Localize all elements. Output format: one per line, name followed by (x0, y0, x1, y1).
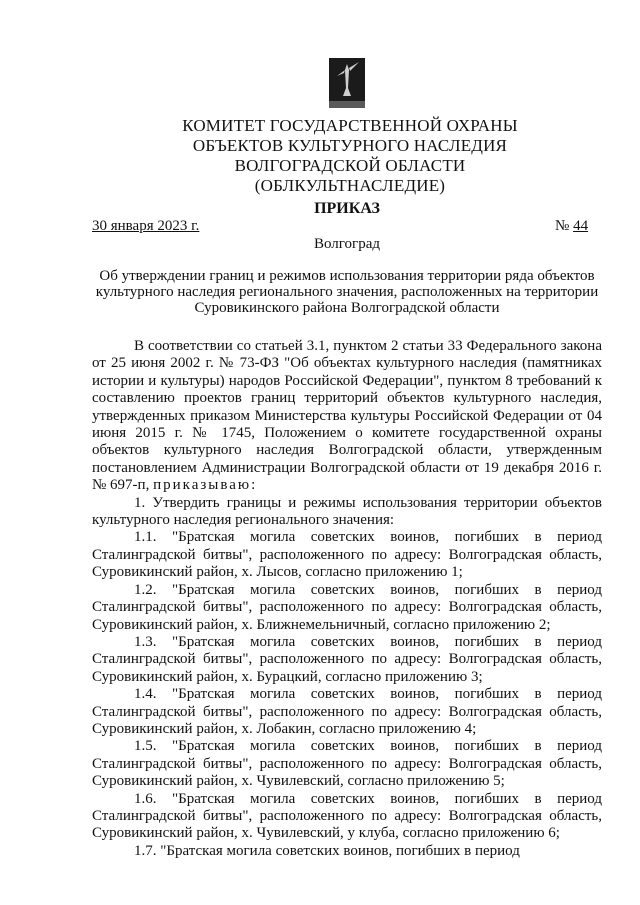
item-1-3: 1.3. "Братская могила советских воинов, погибших в период Сталинградской битвы", расположенного по адресу: Волгоградская область, Суровикинский район, х. Бурацкий, согласно приложению 3; (92, 633, 602, 685)
order-subject-line-2: культурного наследия регионального значения, расположенных на территории (95, 284, 599, 300)
preamble-paragraph (92, 338, 602, 495)
org-name-line-1: КОМИТЕТ ГОСУДАРСТВЕННОЙ ОХРАНЫ (182, 116, 518, 135)
order-subject-line-1: Об утверждении границ и режимов использования территории ряда объектов (99, 268, 595, 284)
org-name-line-3: ВОЛГОГРАДСКОЙ ОБЛАСТИ (234, 156, 466, 175)
order-word: приказываю: (153, 477, 258, 494)
org-name-line-4: (ОБЛКУЛЬТНАСЛЕДИЕ) (254, 176, 446, 195)
order-city: Волгоград (313, 236, 380, 252)
order-title: ПРИКАЗ (314, 200, 380, 217)
order-date: 30 января 2023 г. (92, 218, 200, 234)
item-1-2: 1.2. "Братская могила советских воинов, погибших в период Сталинградской битвы", расположенного по адресу: Волгоградская область, Суровикинский район, х. Ближнемельничный, согласно приложению 2; (92, 581, 602, 633)
item-1-1: 1.1. "Братская могила советских воинов, погибших в период Сталинградской битвы", расположенного по адресу: Волгоградская область, Суровикинский район, х. Лысов, согласно приложению 1; (92, 529, 602, 581)
preamble-text: В соответствии со статьей 3.1, пунктом 2 статьи 33 Федерального закона от 25 июня 2002 г. № 73-ФЗ "Об объектах культурного наследия (памятниках истории и культуры) народов Российской Федерации", пунктом 8 требований к составлению проектов границ территорий объектов культурного наследия, утвержденных приказом Министерства культуры Российской Федерации от 04 июня 2015 г. № 1745, Положением о комитете государственной охраны объектов культурного наследия Волгоградской области, утвержденным постановлением Администрации Волгоградской области от 19 декабря 2016 г. № 697-п, (92, 338, 602, 494)
item-1-7: 1.7. "Братская могила советских воинов, погибших в период (134, 842, 520, 859)
order-number (555, 218, 588, 235)
order-subject-line-3: Суровикинского района Волгоградской области (194, 300, 500, 316)
item-1-6: 1.6. "Братская могила советских воинов, погибших в период Сталинградской битвы", расположенного по адресу: Волгоградская область, Суровикинский район, х. Чувилевский, у клуба, согласно приложению 6; (92, 790, 602, 842)
order-subject (92, 268, 602, 316)
item-1-4: 1.4. "Братская могила советских воинов, погибших в период Сталинградской битвы", расположенного по адресу: Волгоградская область, Суровикинский район, х. Лобакин, согласно приложению 4; (92, 686, 602, 737)
item-1: 1. Утвердить границы и режимы использования территории объектов культурного наследия регионального значения: (92, 494, 602, 529)
order-number-prefix: № (555, 218, 574, 234)
item-1-5: 1.5. "Братская могила советских воинов, погибших в период Сталинградской битвы", расположенного по адресу: Волгоградская область, Суровикинский район, х. Чувилевский, согласно приложению 5; (92, 738, 602, 790)
order-number-value: 44 (573, 218, 589, 234)
order-body (92, 338, 602, 860)
volgograd-coat-of-arms-icon (329, 58, 365, 108)
org-name-line-2: ОБЪЕКТОВ КУЛЬТУРНОГО НАСЛЕДИЯ (192, 136, 508, 155)
